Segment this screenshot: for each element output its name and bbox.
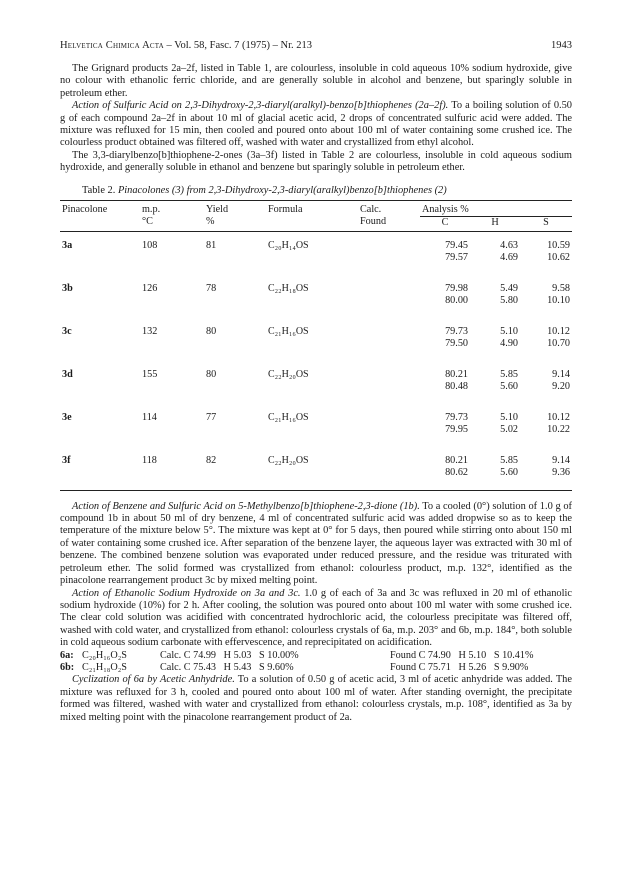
- calc-value-c: 79.45: [445, 239, 468, 251]
- row-calc-found-label: [358, 404, 420, 447]
- calc-value-h: 5.10: [500, 411, 518, 423]
- row-calc-found-label: [358, 447, 420, 491]
- row-mp: 126: [142, 282, 158, 294]
- analysis-found-6a: Found C 74.90 H 5.10 S 10.41%: [390, 649, 534, 661]
- calc-value-c: 79.98: [445, 282, 468, 294]
- row-analysis-h: [470, 231, 520, 275]
- row-yield: 82: [204, 447, 266, 491]
- found-value-c: 79.95: [445, 424, 468, 436]
- row-mp: 108: [142, 239, 158, 251]
- table-row: [60, 231, 572, 275]
- analysis-formula-6b: C₂₁H₁₈O₂S: [82, 661, 127, 673]
- row-mp: 132: [142, 325, 158, 337]
- row-id: 3a: [62, 239, 73, 251]
- header-mp: m.p.: [140, 200, 204, 216]
- analysis-calc-6b: Calc. C 75.43 H 5.43 S 9.60%: [160, 661, 294, 673]
- row-id: 3e: [62, 411, 72, 423]
- analysis-row-6a: [60, 650, 572, 662]
- analysis-formula-6a: C₂₀H₁₆O₂S: [82, 649, 127, 661]
- procedure-body-sulfuric-acid: To a boiling solution of 0.50 g of each compound 2a–2f in about 10 ml of glacial acetic acid, 2 drops of concentrated sulfuric acid were added. The mixture was refluxed for 15 min, then cooled and poured onto about 100 ml of water containing some crushed ice. The colourless product obtained was filtered off, washed with water and crystallized from ethyl alcohol.: [60, 100, 572, 149]
- found-value-s: 10.22: [547, 424, 570, 436]
- calc-value-h: 5.85: [500, 368, 518, 380]
- calc-value-h: 5.49: [500, 282, 518, 294]
- row-id: 3d: [62, 368, 73, 380]
- calc-value-h: 5.85: [500, 454, 518, 466]
- found-value-s: 9.36: [552, 467, 570, 479]
- found-value-c: 80.48: [445, 381, 468, 393]
- page-number: 1943: [551, 40, 572, 51]
- intro-paragraph-3: The 3,3-diarylbenzo[b]thiophene-2-ones (3a–3f) listed in Table 2 are colourless, insoluble in cold aqueous sodium hydroxide, and generally soluble in ethanol and benzene but sparingly soluble in petroleum ether.: [60, 149, 572, 174]
- row-calc-found-label: [358, 361, 420, 404]
- calc-value-s: 10.12: [547, 325, 570, 337]
- found-value-s: 10.10: [547, 295, 570, 307]
- row-analysis-c: [420, 404, 470, 447]
- table-row: [60, 361, 572, 404]
- found-value-h: 4.90: [500, 338, 518, 350]
- row-mp: 155: [142, 368, 158, 380]
- header-c: C: [420, 216, 470, 231]
- header-formula: Formula: [266, 200, 358, 216]
- header-found: Found: [358, 216, 420, 231]
- experimental-section: [60, 501, 572, 724]
- calc-value-s: 10.12: [547, 411, 570, 423]
- header-h: H: [470, 216, 520, 231]
- found-value-s: 9.20: [552, 381, 570, 393]
- row-mp: 114: [142, 411, 157, 423]
- row-formula: C₂₁H₁₆OS: [268, 325, 309, 337]
- intro-paragraph-2: [60, 100, 572, 150]
- calc-value-s: 10.59: [547, 239, 570, 251]
- row-analysis-s: [520, 231, 572, 275]
- running-header-left: [60, 40, 312, 51]
- header-pinacolone: Pinacolone: [60, 200, 140, 216]
- analysis-calc-6a: Calc. C 74.99 H 5.03 S 10.00%: [160, 649, 299, 661]
- found-value-s: 10.70: [547, 338, 570, 350]
- row-analysis-c: [420, 447, 470, 491]
- row-yield: 81: [206, 239, 217, 251]
- found-value-c: 80.00: [445, 295, 468, 307]
- row-analysis-h: [470, 275, 520, 318]
- calc-value-s: 9.14: [552, 454, 570, 466]
- procedure-title-cyclization: Cyclization of 6a by Acetic Anhydride.: [72, 674, 235, 686]
- header-blank-2: [266, 216, 358, 231]
- row-analysis-c: [420, 318, 470, 361]
- row-analysis-h: [470, 318, 520, 361]
- calc-value-s: 9.58: [552, 282, 570, 294]
- table-caption: [82, 185, 572, 196]
- found-value-c: 79.57: [445, 252, 468, 264]
- analysis-label-6a: 6a:: [60, 649, 74, 661]
- calc-value-c: 80.21: [445, 454, 468, 466]
- row-formula: C₂₂H₁₈OS: [268, 282, 309, 294]
- row-analysis-s: [520, 275, 572, 318]
- row-calc-found-label: [358, 275, 420, 318]
- row-id: 3b: [62, 282, 73, 294]
- header-blank: [60, 216, 140, 231]
- table-body: [60, 231, 572, 490]
- analysis-found-6b: Found C 75.71 H 5.26 S 9.90%: [390, 661, 529, 673]
- row-id: 3f: [60, 447, 140, 491]
- header-yield-unit: %: [204, 216, 266, 231]
- row-analysis-s: [520, 318, 572, 361]
- journal-citation: – Vol. 58, Fasc. 7 (1975) – Nr. 213: [166, 40, 312, 51]
- row-calc-found-label: [358, 231, 420, 275]
- header-mp-unit: °C: [140, 216, 204, 231]
- row-formula: C₂₂H₂₀OS: [266, 447, 358, 491]
- row-analysis-c: [420, 231, 470, 275]
- pinacolone-table: [60, 200, 572, 491]
- found-value-h: 5.80: [500, 295, 518, 307]
- analysis-label-6b: 6b:: [60, 661, 75, 673]
- row-yield: 80: [206, 325, 217, 337]
- calc-value-c: 80.21: [445, 368, 468, 380]
- row-id: 3c: [62, 325, 72, 337]
- found-value-h: 5.60: [500, 381, 518, 393]
- row-yield: 80: [206, 368, 217, 380]
- calc-value-c: 79.73: [445, 325, 468, 337]
- running-header: [60, 40, 572, 51]
- intro-paragraph-1: The Grignard products 2a–2f, listed in Table 1, are colourless, insoluble in cold aqueous 10% sodium hydroxide, give no colour with ethanolic ferric chloride, and are generally soluble in alcohol and benzene, but sparingly soluble in petroleum ether.: [60, 63, 572, 99]
- table-caption-text: Pinacolones (3) from 2,3-Dihydroxy-2,3-diaryl(aralkyl)benzo[b]thiophenes (2): [117, 184, 447, 196]
- row-yield: 77: [206, 411, 217, 423]
- found-value-s: 10.62: [547, 252, 570, 264]
- procedure-body-benzene: To a cooled (0°) solution of 1.0 g of compound 1b in about 50 ml of dry benzene, 4 ml of concentrated sulfuric acid was added dropwise so as to keep the temperature of the mixture below 5°. The mixture was kept at 0° for 5 days, then poured while stirring onto about 150 ml of water containing some crushed ice. After separation of the benzene layer, the aqueous layer was extracted with 30 ml of benzene. The combined benzene solution was evaporated under reduced pressure, and the residue was triturated with petroleum ether. The solid formed was crystallized from ethanol: colourless product, m.p. 132°, identified as the pinacolone rearrangement product 3c by mixed melting point.: [60, 500, 572, 587]
- calc-value-h: 4.63: [500, 239, 518, 251]
- calc-value-h: 5.10: [500, 325, 518, 337]
- row-analysis-h: [470, 447, 520, 491]
- procedure-title-benzene: Action of Benzene and Sulfuric Acid on 5-Methylbenzo[b]thiophene-2,3-dione (1b).: [72, 500, 420, 512]
- header-calc: Calc.: [358, 200, 420, 216]
- row-analysis-c: [420, 275, 470, 318]
- table-row: [60, 318, 572, 361]
- analysis-row-6b: [60, 662, 572, 674]
- found-value-h: 5.60: [500, 467, 518, 479]
- row-formula: C₂₀H₁₄OS: [268, 239, 309, 251]
- table-row: [60, 404, 572, 447]
- header-analysis: Analysis %: [420, 200, 572, 216]
- found-value-h: 5.02: [500, 424, 518, 436]
- row-formula: C₂₂H₂₀OS: [268, 368, 309, 380]
- row-analysis-h: [470, 361, 520, 404]
- journal-name: Helvetica Chimica Acta: [60, 40, 164, 51]
- row-formula: C₂₁H₁₆OS: [268, 411, 309, 423]
- row-mp: 118: [140, 447, 204, 491]
- row-calc-found-label: [358, 318, 420, 361]
- found-value-h: 4.69: [500, 252, 518, 264]
- row-yield: 78: [206, 282, 217, 294]
- table-row: [60, 275, 572, 318]
- header-s: S: [520, 216, 572, 231]
- section-paragraph-3: [60, 674, 572, 724]
- journal-page: [60, 40, 572, 724]
- row-analysis-s: [520, 404, 572, 447]
- row-analysis-s: [520, 361, 572, 404]
- calc-value-c: 79.73: [445, 411, 468, 423]
- procedure-body-naoh: 1.0 g of each of 3a and 3c was refluxed in 20 ml of ethanolic sodium hydroxide (10%) for 2 h. After cooling, the solution was poured onto about 100 ml water with some crushed ice. The clear cold solution was acidified with concentrated hydrochloric acid, the colourless precipitate was filtered off, washed with cold water, and crystallized from ethanol: colourless crystals of 6a, m.p. 203° and 6b, m.p. 184°, both soluble in cold aqueous sodium carbonate with effervescence, and reprecipitated on acidification.: [60, 587, 572, 649]
- row-analysis-s: [520, 447, 572, 491]
- section-paragraph-1: [60, 501, 572, 588]
- procedure-title-sulfuric-acid: Action of Sulfuric Acid on 2,3-Dihydroxy-2,3-diaryl(aralkyl)-benzo[b]thiophenes (2a–2f).: [72, 100, 449, 112]
- table-caption-label: Table 2.: [82, 184, 116, 196]
- table-row: [60, 447, 572, 491]
- header-yield: Yield: [204, 200, 266, 216]
- row-analysis-h: [470, 404, 520, 447]
- found-value-c: 80.62: [445, 467, 468, 479]
- section-paragraph-2: [60, 588, 572, 650]
- procedure-title-naoh: Action of Ethanolic Sodium Hydroxide on 3a and 3c.: [72, 587, 301, 599]
- procedure-body-cyclization: To a solution of 0.50 g of acetic acid, 3 ml of acetic anhydride was added. The mixture was refluxed for 3 h, cooled and poured onto about 100 ml of water. After standing overnight, the precipitate formed was filtered, washed with water and crystallized from ethanol: colourless crystals, m.p. 108°, identified as 3a by mixed melting point with the pinacolone rearrangement product of 2a.: [60, 674, 572, 723]
- row-analysis-c: [420, 361, 470, 404]
- found-value-c: 79.50: [445, 338, 468, 350]
- calc-value-s: 9.14: [552, 368, 570, 380]
